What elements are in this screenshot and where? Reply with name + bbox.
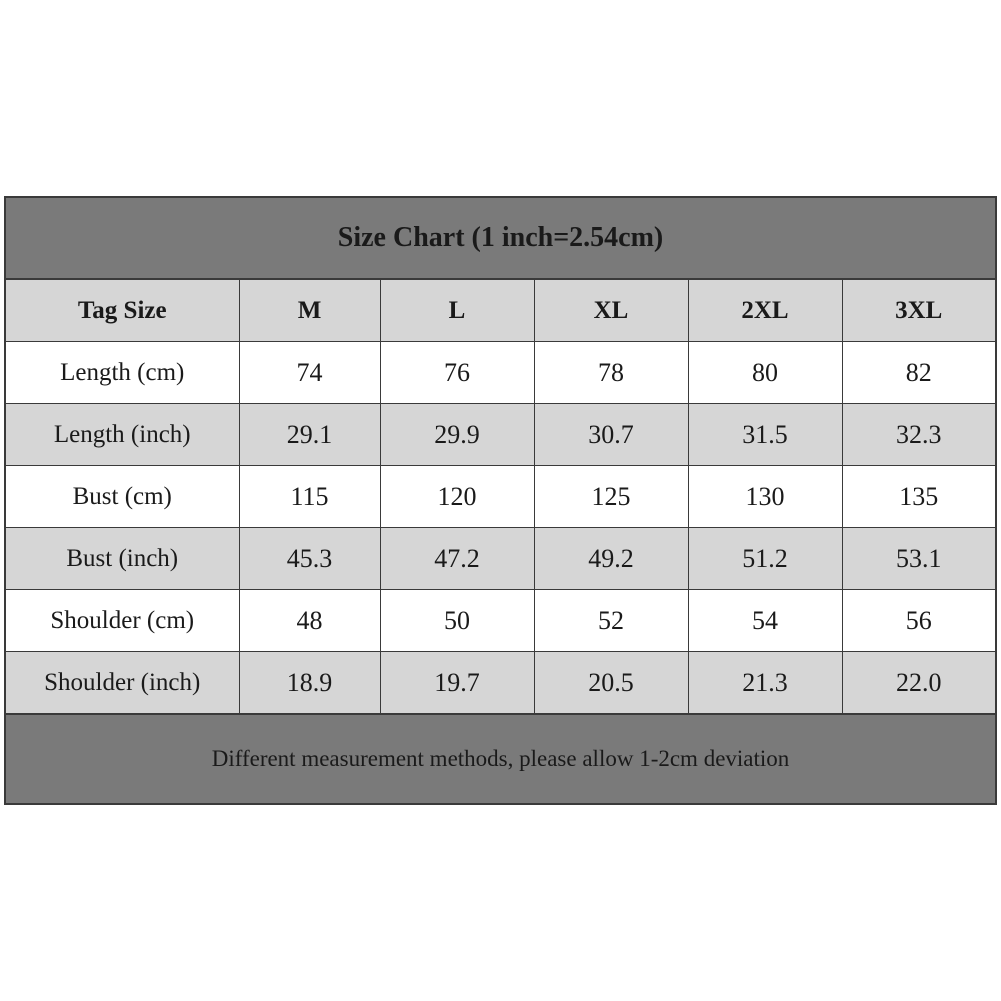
table-header-row [6, 280, 995, 342]
table-row-length-inch [6, 404, 995, 466]
table-cell: 130 [688, 466, 842, 528]
table-cell: 54 [688, 590, 842, 652]
header-size-3xl: 3XL [842, 280, 995, 342]
table-row-length-cm [6, 342, 995, 404]
table-row-bust-cm [6, 466, 995, 528]
header-size-m: M [239, 280, 380, 342]
table-cell: 22.0 [842, 652, 995, 714]
table-cell: 51.2 [688, 528, 842, 590]
table-row-shoulder-inch [6, 652, 995, 714]
table-cell: 45.3 [239, 528, 380, 590]
table-cell: 125 [534, 466, 688, 528]
header-tag-size: Tag Size [6, 280, 239, 342]
size-chart [4, 196, 997, 805]
row-label: Shoulder (inch) [6, 652, 239, 714]
chart-title: Size Chart (1 inch=2.54cm) [6, 198, 995, 280]
table-cell: 48 [239, 590, 380, 652]
table-row-shoulder-cm [6, 590, 995, 652]
measurement-note: Different measurement methods, please allow 1-2cm deviation [6, 714, 995, 803]
table-cell: 29.9 [380, 404, 534, 466]
table-cell: 115 [239, 466, 380, 528]
table-cell: 49.2 [534, 528, 688, 590]
table-cell: 76 [380, 342, 534, 404]
row-label: Length (inch) [6, 404, 239, 466]
table-row-bust-inch [6, 528, 995, 590]
header-size-xl: XL [534, 280, 688, 342]
table-cell: 120 [380, 466, 534, 528]
table-cell: 18.9 [239, 652, 380, 714]
table-cell: 80 [688, 342, 842, 404]
table-cell: 50 [380, 590, 534, 652]
table-cell: 31.5 [688, 404, 842, 466]
table-cell: 47.2 [380, 528, 534, 590]
table-cell: 82 [842, 342, 995, 404]
table-cell: 29.1 [239, 404, 380, 466]
table-cell: 78 [534, 342, 688, 404]
table-cell: 30.7 [534, 404, 688, 466]
row-label: Bust (cm) [6, 466, 239, 528]
table-cell: 53.1 [842, 528, 995, 590]
table-cell: 20.5 [534, 652, 688, 714]
row-label: Shoulder (cm) [6, 590, 239, 652]
table-cell: 52 [534, 590, 688, 652]
size-table [6, 280, 995, 714]
header-size-l: L [380, 280, 534, 342]
row-label: Bust (inch) [6, 528, 239, 590]
table-cell: 32.3 [842, 404, 995, 466]
header-size-2xl: 2XL [688, 280, 842, 342]
row-label: Length (cm) [6, 342, 239, 404]
table-cell: 74 [239, 342, 380, 404]
table-cell: 56 [842, 590, 995, 652]
table-cell: 135 [842, 466, 995, 528]
table-cell: 19.7 [380, 652, 534, 714]
table-cell: 21.3 [688, 652, 842, 714]
